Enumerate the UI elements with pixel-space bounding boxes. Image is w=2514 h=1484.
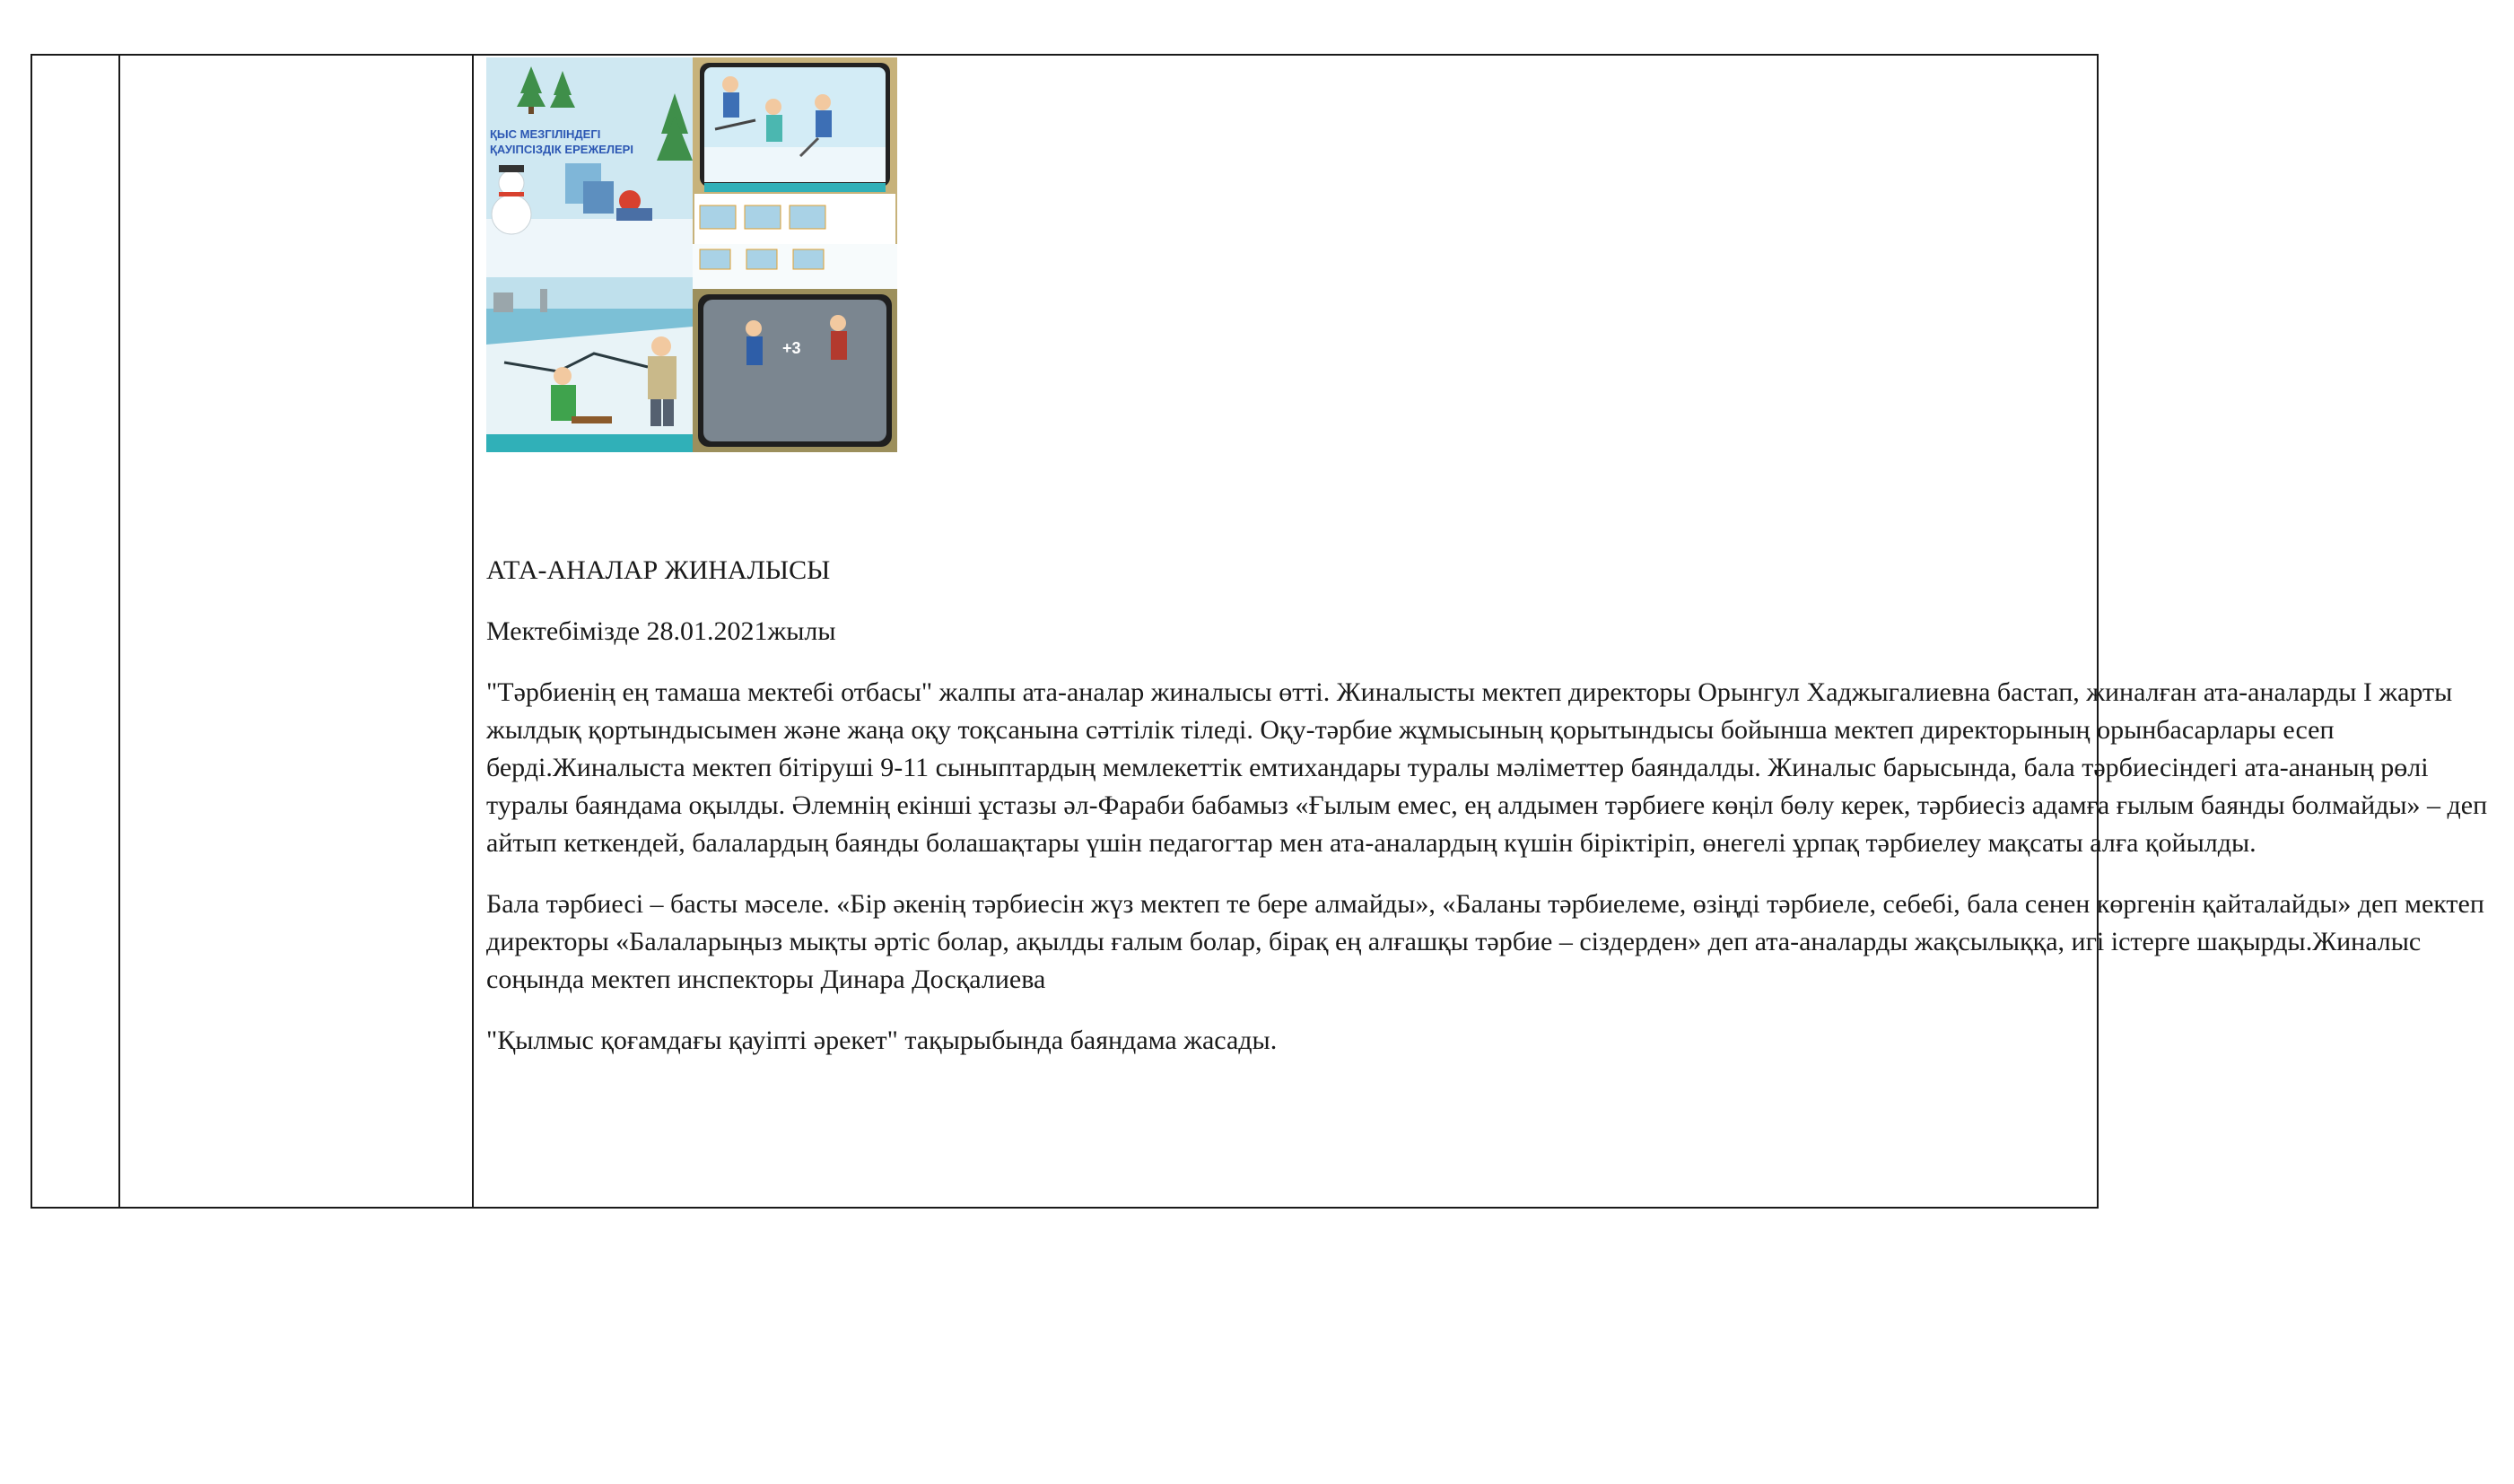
table-cell-content [474, 56, 2488, 1207]
collage-number: +3 [782, 339, 801, 357]
document-table [31, 54, 2488, 1209]
article-paragraph-1: "Тәрбиенің ең тамаша мектебі отбасы" жалпы ата-аналар жиналысы өтті. Жиналысты мектеп директоры Орынгул Хаджыгалиевна бастап, жиналған ата-аналарды І жарты жылдық қортындысымен және жаңа оқу тоқсанына сәттілік тіледі. Оқу-тәрбие жұмысының қорытындысы бойынша мектеп директорының орынбасарлары есеп берді.Жиналыста мектеп бітіруші 9-11 сыныптардың мемлекеттік емтихандары туралы мәліметтер баяндалды. Жиналыс барысында, бала тәрбиесіндегі ата-ананың рөлі туралы баяндама оқылды. Әлемнің екінші ұстазы әл-Фараби бабамыз «Ғылым емес, ең алдымен тәрбиеге көңіл бөлу керек, тәрбиесіз адамға ғылым баянды болмайды» – деп айтып кеткендей, балалардың баянды болашақтары үшін педагогтар мен ата-аналардың күшін біріктіріп, өнегелі ұрпақ тәрбиелеу мақсаты алға қойылды. [486, 677, 2488, 858]
article-paragraph-3: "Қылмыс қоғамдағы қауіпті әрекет" тақырыбында баяндама жасады. [486, 1026, 1278, 1055]
collage-title-line-1: ҚЫС МЕЗГІЛІНДЕГІ [490, 127, 601, 141]
winter-safety-collage-image [486, 57, 897, 452]
collage-title-line-2: ҚАУІПСІЗДІК ЕРЕЖЕЛЕРІ [490, 143, 633, 156]
article [486, 552, 2514, 1083]
article-paragraph-2: Бала тәрбиесі – басты мәселе. «Бір әкенің тәрбиесін жүз мектеп те бере алмайды», «Баланы тәрбиелеме, өзіңді тәрбиеле, себебі, бала сенен көргенін қайталайды» деп мектеп директоры «Балаларыңыз мықты әртіс болар, ақылды ғалым болар, бірақ ең алғашқы тәрбие – сіздерден» деп ата-аналарды жақсылыққа, игі істерге шақырды.Жиналыс соңында мектеп инспекторы Динара Досқалиева [486, 889, 2484, 994]
article-date-line: Мектебімізде 28.01.2021жылы [486, 616, 836, 646]
table-cell-number [32, 56, 120, 1207]
table-cell-date [120, 56, 474, 1207]
article-title: АТА-АНАЛАР ЖИНАЛЫСЫ [486, 555, 831, 585]
